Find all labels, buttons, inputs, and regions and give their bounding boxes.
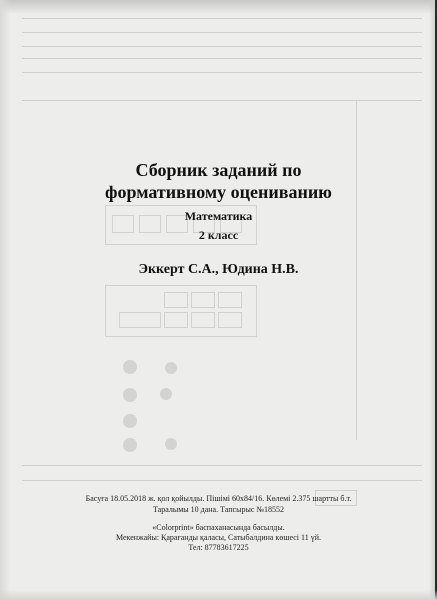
- imprint-circulation: Таралымы 10 дана. Тапсырыс №18552: [152, 505, 284, 514]
- authors: Эккерт С.А., Юдина Н.В.: [138, 262, 299, 277]
- book-title-line-2: формативному оцениванию: [105, 182, 332, 202]
- imprint-phone: Тел: 87783617225: [188, 543, 249, 552]
- scan-edge-bottom: [0, 590, 437, 600]
- imprint-signed: Басуға 18.05.2018 ж. қол қойылды. Пішімі 60х84/16. Көлемі 2.375 шартты б.т.: [85, 494, 352, 503]
- imprint-printer: «Colorprint» баспаханасында басылды.: [152, 523, 285, 532]
- book-title-line-1: Сборник заданий по: [135, 160, 302, 180]
- imprint-address: Мекенжайы: Қарағанды қаласы, Сатыбалдина көшесі 11 үй.: [116, 533, 321, 542]
- scan-edge-top: [0, 0, 437, 14]
- subject-name: Математика: [184, 209, 253, 223]
- grade-level: 2 класс: [198, 228, 239, 242]
